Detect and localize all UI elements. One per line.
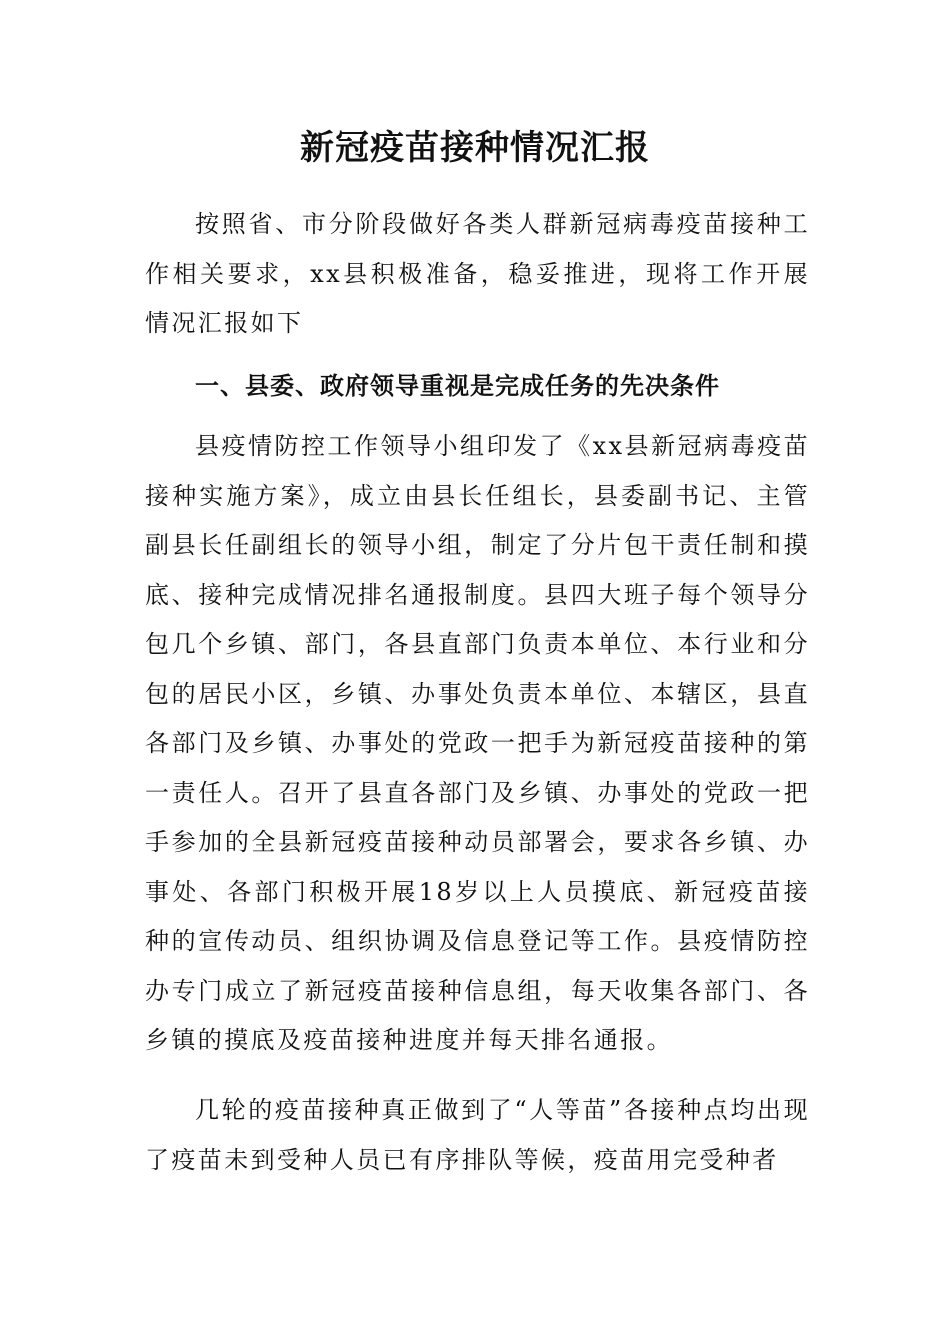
document-title: 新冠疫苗接种情况汇报 [300,128,650,168]
section-1-paragraph-1: 县疫情防控工作领导小组印发了《xx县新冠病毒疫苗接种实施方案》，成立由县长任组长，县委副书记、主管副县长任副组长的领导小组，制定了分片包干责任制和摸底、接种完成情况排名通报制度。县四大班子每个领导分包几个乡镇、部门，各县直部门负责本单位、本行业和分包的居民小区，乡镇、办事处负责本单位、本辖区，县直各部门及乡镇、办事处的党政一把手为新冠疫苗接种的第一责任人。召开了县直各部门及乡镇、办事处的党政一把手参加的全县新冠疫苗接种动员部署会，要求各乡镇、办事处、各部门积极开展18岁以上人员摸底、新冠疫苗接种的宣传动员、组织协调及信息登记等工作。县疫情防控办专门成立了新冠疫苗接种信息组，每天收集各部门、各乡镇的摸底及疫苗接种进度并每天排名通报。 [145,432,810,1054]
intro-paragraph: 按照省、市分阶段做好各类人群新冠病毒疫苗接种工作相关要求，xx县积极准备，稳妥推进，现将工作开展情况汇报如下 [145,210,810,337]
section-1-paragraph-2: 几轮的疫苗接种真正做到了“人等苗”各接种点均出现了疫苗未到受种人员已有序排队等候，疫苗用完受种者 [145,1096,810,1174]
section-heading-1: 一、县委、政府领导重视是完成任务的先决条件 [195,372,720,400]
